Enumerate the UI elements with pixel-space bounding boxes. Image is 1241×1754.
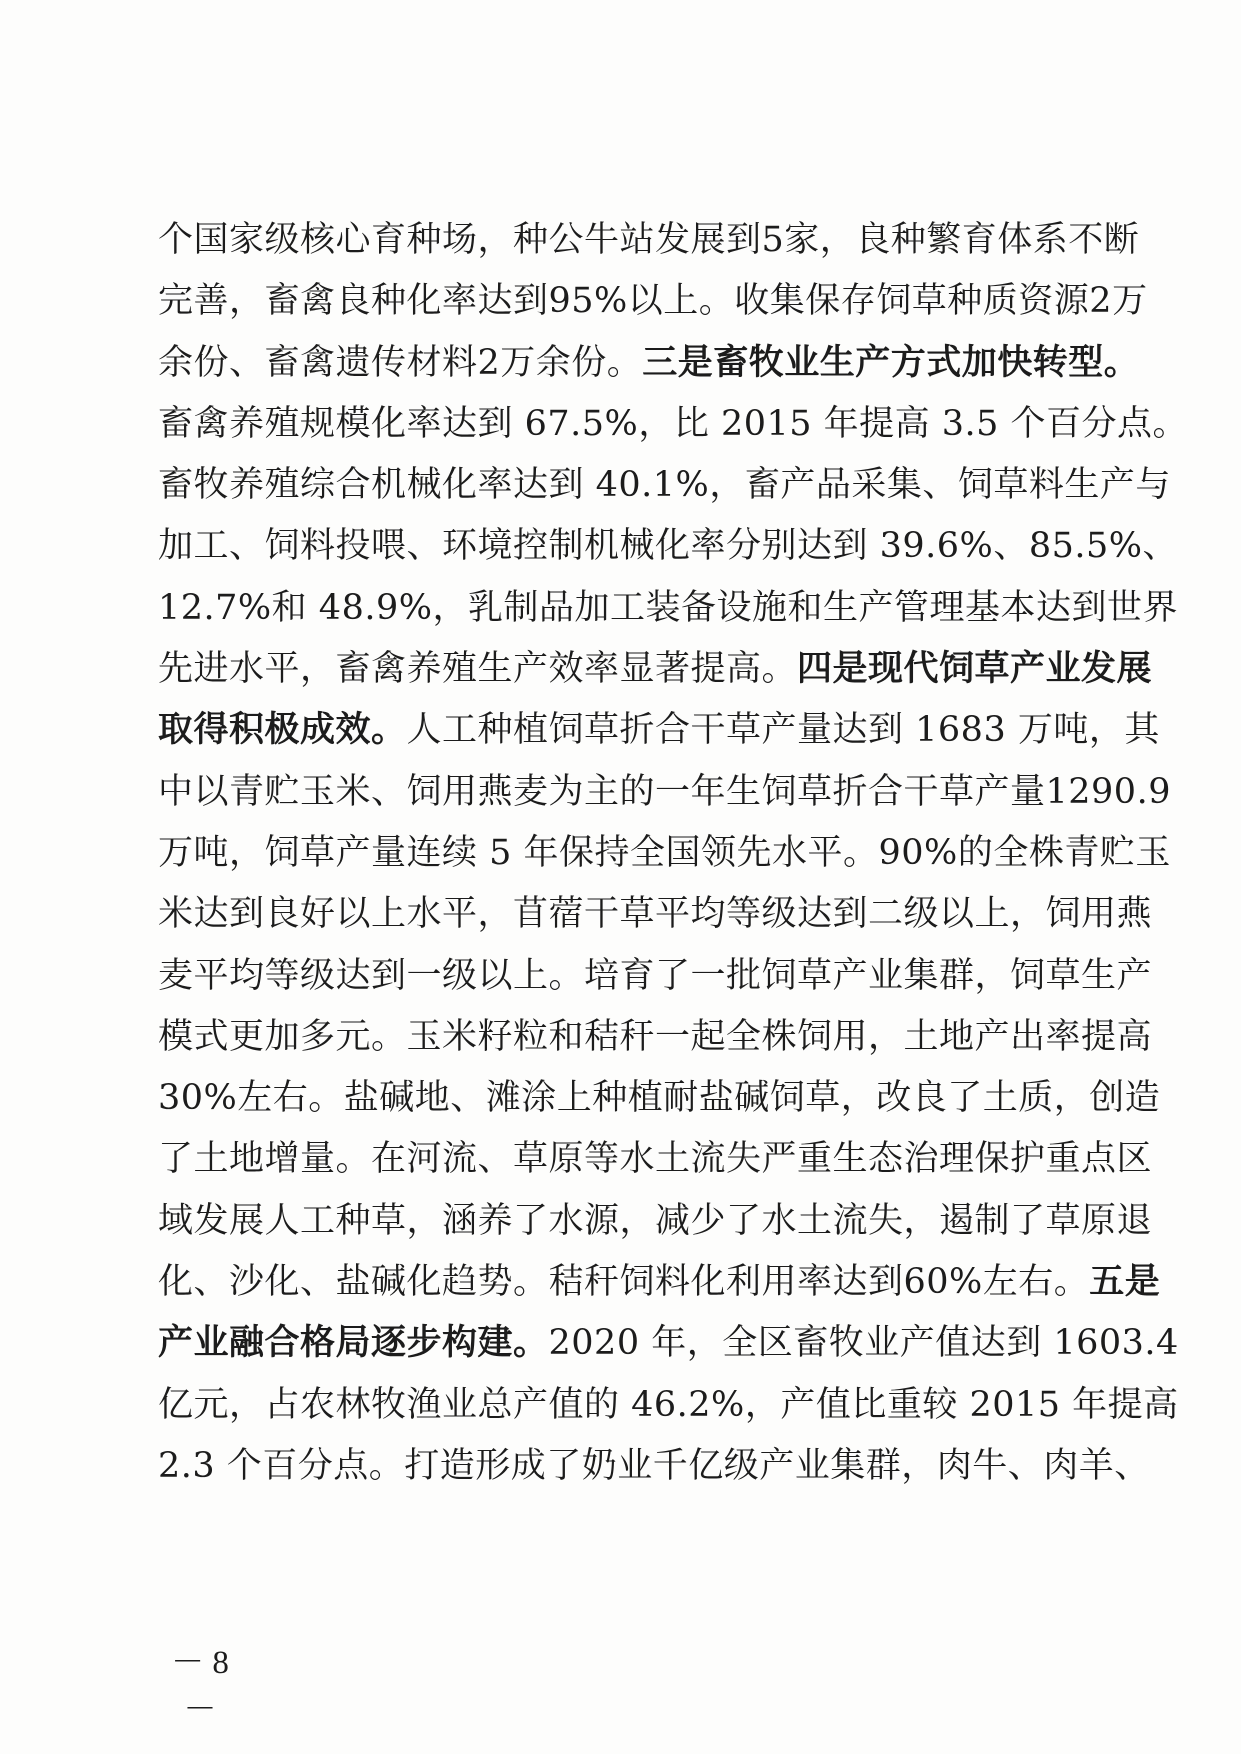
bold-heading-text: 产业融合格局逐步构建。 [158,1323,549,1364]
text-line [158,516,1179,577]
text-line [158,1436,1150,1497]
bold-heading-text: 四是现代饲草产业发展 [797,649,1153,690]
text-line [158,394,1189,455]
text-line [158,271,1148,332]
text-line [158,700,1160,761]
text-line [158,823,1171,884]
body-text [158,210,1189,1497]
line-text: 化、沙化、盐碱化趋势。秸秆饲料化利用率达到60%左右。 [158,1262,1090,1303]
text-line [158,578,1179,639]
line-text: 亿元，占农林牧渔业总产值的 46.2%，产值比重较 2015 年提高 [158,1384,1179,1425]
text-line [158,333,1140,394]
line-text: 余份、畜禽遗传材料2万余份。 [158,342,643,383]
text-line [158,455,1171,516]
text-line [158,762,1171,823]
text-line [158,1068,1161,1129]
line-text: 人工种植饲草折合干草产量达到 1683 万吨，其 [406,710,1160,751]
line-text: 个国家级核心育种场，种公牛站发展到5家，良种繁育体系不断 [158,220,1140,260]
line-text: 完善，畜禽良种化率达到95%以上。收集保存饲草种质资源2万 [158,281,1148,322]
line-text: 域发展人工种草，涵养了水源，减少了水土流失，遏制了草原退 [158,1200,1153,1241]
bold-heading-text: 五是 [1089,1262,1161,1303]
bold-heading-text: 三是畜牧业生产方式加快转型。 [642,342,1140,383]
text-line [158,639,1153,700]
text-line [158,946,1153,1007]
text-line [158,210,1140,271]
text-line [158,1129,1153,1190]
text-line [158,1313,1179,1374]
bold-heading-text: 取得积极成效。 [158,710,407,751]
line-text: 畜牧养殖综合机械化率达到 40.1%，畜产品采集、饲草料生产与 [158,465,1171,506]
line-text: 12.7%和 48.9%，乳制品加工装备设施和生产管理基本达到世界 [158,587,1179,628]
page-number: － 8 － [171,1645,229,1728]
line-text: 米达到良好以上水平，苜蓿干草平均等级达到二级以上，饲用燕 [158,894,1153,935]
line-text: 2020 年，全区畜牧业产值达到 1603.4 [548,1323,1179,1364]
line-text: 2.3 个百分点。打造形成了奶业千亿级产业集群，肉牛、肉羊、 [158,1445,1150,1486]
line-text: 模式更加多元。玉米籽粒和秸秆一起全株饲用，土地产出率提高 [158,1016,1153,1057]
text-line [158,884,1153,945]
line-text: 30%左右。盐碱地、滩涂上种植耐盐碱饲草，改良了土质，创造 [158,1078,1161,1119]
line-text: 万吨，饲草产量连续 5 年保持全国领先水平。90%的全株青贮玉 [158,832,1171,873]
text-line [158,1007,1153,1068]
line-text: 畜禽养殖规模化率达到 67.5%，比 2015 年提高 3.5 个百分点。 [158,403,1189,444]
line-text: 中以青贮玉米、饲用燕麦为主的一年生饲草折合干草产量1290.9 [158,771,1171,812]
text-line [158,1375,1179,1436]
line-text: 加工、饲料投喂、环境控制机械化率分别达到 39.6%、85.5%、 [158,526,1179,567]
line-text: 先进水平，畜禽养殖生产效率显著提高。 [158,649,798,690]
line-text: 了土地增量。在河流、草原等水土流失严重生态治理保护重点区 [158,1139,1153,1180]
line-text: 麦平均等级达到一级以上。培育了一批饲草产业集群，饲草生产 [158,955,1153,996]
text-line [158,1191,1153,1252]
text-line [158,1252,1161,1313]
